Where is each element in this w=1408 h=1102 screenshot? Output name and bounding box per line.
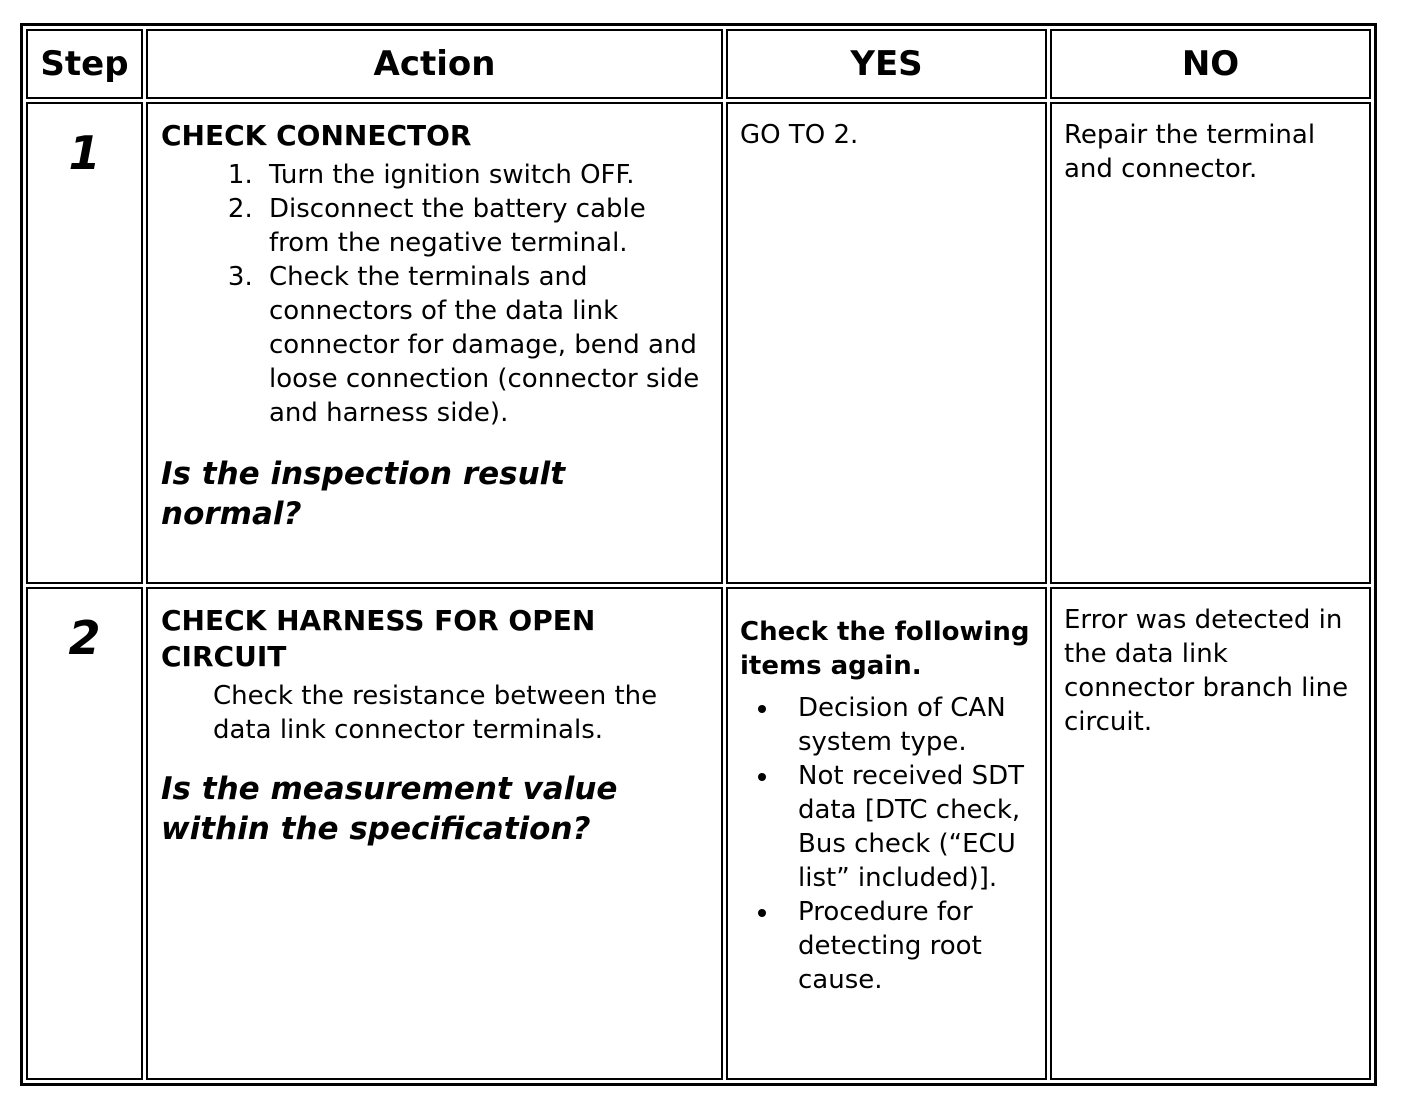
- action-step: 2. Disconnect the battery cable from the negative terminal.: [261, 192, 709, 260]
- header-action: [146, 29, 723, 99]
- action-steps-1: [161, 158, 709, 430]
- header-yes-label: YES: [850, 44, 923, 84]
- step-number-1: [26, 102, 143, 584]
- action-text-2: Check the resistance between the data link connector terminals.: [213, 681, 658, 745]
- action-step: 1. Turn the ignition switch OFF.: [261, 158, 709, 192]
- header-no-label: NO: [1181, 44, 1240, 84]
- action-cell-2: [146, 587, 723, 1080]
- no-text-2: Error was detected in the data link connector branch line circuit.: [1064, 605, 1349, 737]
- yes-text-1: GO TO 2.: [740, 120, 859, 150]
- header-yes: [726, 29, 1047, 99]
- yes-cell-1: [726, 102, 1047, 584]
- yes-item: • Procedure for detecting root cause.: [780, 895, 1033, 997]
- yes-title-2: Check the following items again.: [740, 617, 1030, 681]
- no-cell-2: [1050, 587, 1371, 1080]
- action-title-2: CHECK HARNESS FOR OPEN CIRCUIT: [161, 604, 596, 673]
- action-step: 3. Check the terminals and connectors of the data link connector for damage, bend and loose connection (connector side and harness side).: [261, 260, 709, 430]
- header-no: [1050, 29, 1371, 99]
- header-step-label: Step: [40, 44, 129, 84]
- step-number-2: [26, 587, 143, 1080]
- header-action-label: Action: [373, 44, 496, 84]
- action-cell-1: [146, 102, 723, 584]
- yes-cell-2: [726, 587, 1047, 1080]
- question-1: Is the inspection result normal?: [161, 456, 566, 532]
- action-title-1: CHECK CONNECTOR: [161, 119, 472, 152]
- header-step: [26, 29, 143, 99]
- yes-item: • Decision of CAN system type.: [780, 691, 1033, 759]
- yes-items-2: [740, 691, 1033, 997]
- step-number-2-label: 2: [68, 611, 101, 665]
- no-cell-1: [1050, 102, 1371, 584]
- no-text-1: Repair the terminal and connector.: [1064, 120, 1316, 184]
- step-number-1-label: 1: [68, 126, 101, 180]
- yes-item: • Not received SDT data [DTC check, Bus check (“ECU list” included)].: [780, 759, 1033, 895]
- question-2: Is the measurement value within the specification?: [161, 771, 618, 847]
